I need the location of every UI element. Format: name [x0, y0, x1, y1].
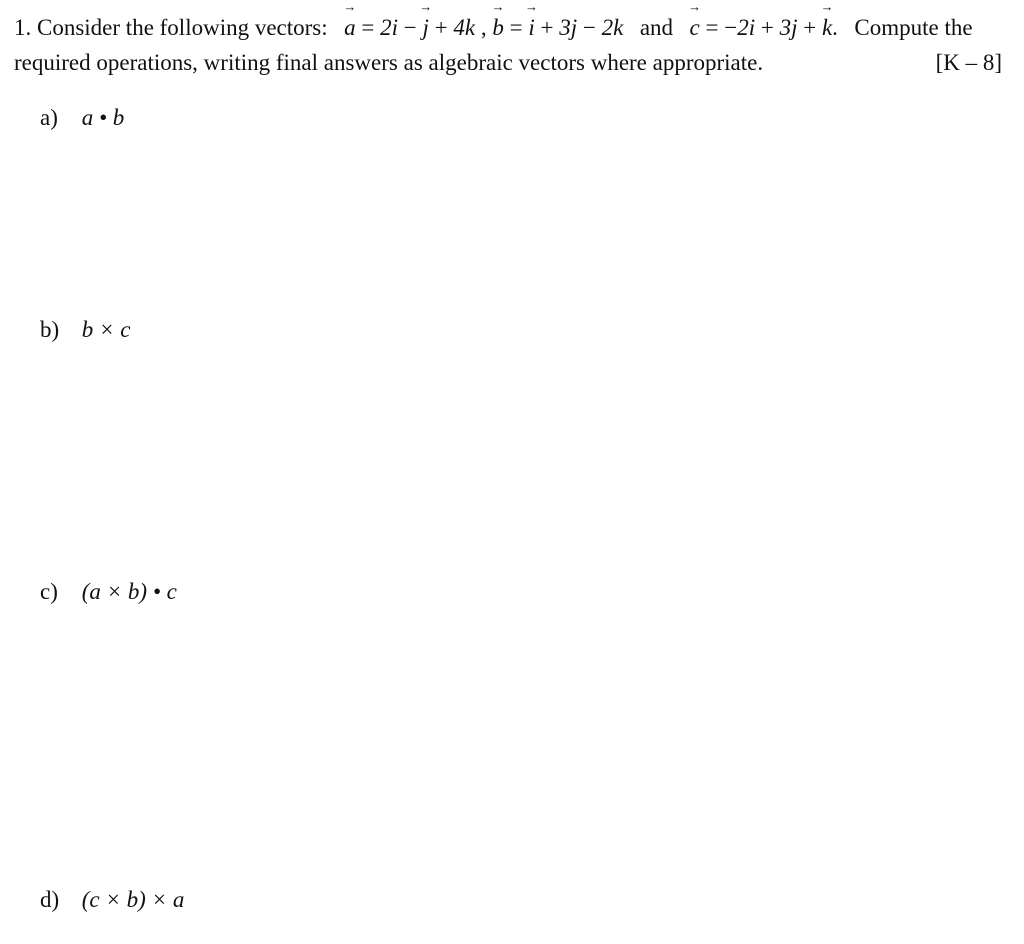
question-line-1: 1. Consider the following vectors: → a = 2i − → j + 4k , → b = → i + 3j − 2k and → c = −2i + 3j + → k. Compute the — [14, 13, 973, 43]
question-line-2 — [14, 48, 763, 78]
marks-badge: [K – 8] — [935, 50, 1002, 75]
vector-c-definition: → c = −2i + 3j + → k. — [690, 15, 844, 40]
and-text: and — [639, 15, 674, 40]
part-label: d) — [40, 887, 60, 912]
question-intro: 1. Consider the following vectors: — [14, 15, 328, 40]
part-expression: b × c — [81, 317, 131, 342]
part-label: c) — [40, 579, 58, 604]
instruction-text-1: Compute the — [854, 15, 973, 40]
vector-a-definition: → a = 2i − → j + 4k — [344, 15, 481, 40]
part-c — [40, 577, 177, 607]
vector-b-definition: → b = → i + 3j − 2k — [492, 15, 629, 40]
part-d — [40, 885, 184, 915]
part-a — [40, 103, 124, 133]
part-label: b) — [40, 317, 60, 342]
part-expression: (a × b) • c — [81, 579, 177, 604]
part-label: a) — [40, 105, 58, 130]
part-expression: (c × b) × a — [81, 887, 185, 912]
part-expression: a • b — [81, 105, 125, 130]
part-b — [40, 315, 130, 345]
instruction-text-2: required operations, writing final answers as algebraic vectors where appropriate. — [14, 50, 764, 75]
